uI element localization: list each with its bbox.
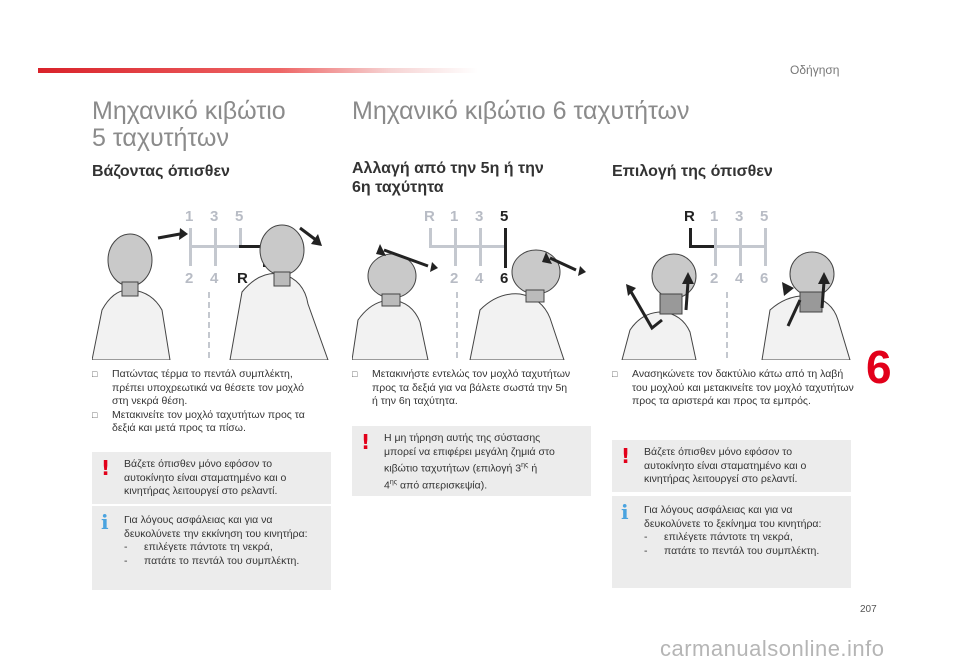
gear-knob-drawing — [92, 200, 332, 360]
middle-gear-illustration — [352, 200, 592, 360]
right-info-box: i Για λόγους ασφάλειας και για να δευκολύνετε το ξεκίνημα του κινητήρα: - επιλέγετε πάντοτε τη νεκρά, - πατάτε το πεντάλ του συμπλέκτη. — [612, 496, 851, 588]
right-gear-illustration — [612, 200, 852, 360]
gear-label-active: 5 — [500, 208, 509, 225]
left-title — [92, 98, 286, 152]
gear-knob-drawing — [352, 200, 592, 360]
gear-label: 3 — [475, 208, 484, 225]
list-item: □ Πατώντας τέρμα το πεντάλ συμπλέκτη, πρέπει υποχρεωτικά να θέσετε τον μοχλό στη νεκρά θέση. — [92, 368, 304, 407]
gear-label: 6 — [760, 270, 769, 287]
gear-label: 4 — [210, 270, 219, 287]
left-title-line1: Μηχανικό κιβώτιο — [92, 97, 286, 125]
middle-title: Μηχανικό κιβώτιο 6 ταχυτήτων — [352, 97, 690, 125]
list-item: - επιλέγετε πάντοτε τη νεκρά, — [644, 531, 793, 543]
gear-label: 1 — [710, 208, 719, 225]
square-bullet-icon: □ — [92, 369, 98, 379]
chapter-number: 6 — [866, 341, 892, 393]
gear-knob-drawing — [612, 200, 852, 360]
left-gear-illustration — [92, 200, 332, 360]
square-bullet-icon: □ — [92, 409, 98, 420]
square-bullet-icon: □ — [352, 369, 358, 379]
section-title: Οδήγηση — [790, 63, 840, 77]
left-info-box: i Για λόγους ασφάλειας και για να δευκολύνετε την εκκίνηση του κινητήρα: - επιλέγετε πάντοτε τη νεκρά, - πατάτε το πεντάλ του συμπλέκτη. — [92, 506, 331, 590]
left-instructions — [92, 368, 332, 436]
list-item: - πατάτε το πεντάλ του συμπλέκτη. — [124, 554, 300, 567]
gear-label: 1 — [450, 208, 459, 225]
square-bullet-icon: □ — [612, 369, 618, 379]
gear-label: 3 — [735, 208, 744, 225]
list-item: □ Ανασηκώνετε τον δακτύλιο κάτω από τη λαβή του μοχλού και μετακινείτε τον μοχλό ταχυτήτων προς τα αριστερά και προς τα εμπρός. — [612, 368, 854, 407]
gear-label: 2 — [185, 270, 194, 287]
right-subtitle: Επιλογή της όπισθεν — [612, 163, 773, 180]
watermark-footer: carmanualsonline.info — [660, 636, 885, 661]
gear-label: 4 — [475, 270, 484, 287]
gear-label-active: 6 — [500, 270, 509, 287]
middle-warning-box: ! Η μη τήρηση αυτής της σύστασης μπορεί να επιφέρει μεγάλη ζημιά στο κιβώτιο ταχυτήτων (επιλογή $3^{\eta\varsigma}$ ή $4^{\eta\varsigma}$ από απερισκεψία). — [352, 426, 591, 496]
gear-label: 2 — [450, 270, 459, 287]
gear-label: 4 — [735, 270, 744, 287]
middle-subtitle: Αλλαγή από την 5η ή την 6η ταχύτητα — [352, 160, 544, 196]
header-accent-bar — [38, 68, 478, 73]
exclamation-icon: ! — [361, 430, 371, 454]
list-item: - πατάτε το πεντάλ του συμπλέκτη. — [644, 544, 820, 557]
list-item: □ Μετακινείτε τον μοχλό ταχυτήτων προς τα δεξιά και μετά προς τα πίσω. — [92, 408, 305, 434]
list-item: - επιλέγετε πάντοτε τη νεκρά, — [124, 541, 273, 553]
info-icon: i — [101, 510, 109, 534]
gear-label: 1 — [185, 208, 194, 225]
gear-label: 3 — [210, 208, 219, 225]
page-number: 207 — [860, 604, 877, 615]
right-warning-box: ! Βάζετε όπισθεν μόνο εφόσον το αυτοκίνητο είναι σταματημένο και ο κινητήρας λειτουργεί στο ρελαντί. — [612, 440, 851, 492]
list-item: □ Μετακινήστε εντελώς τον μοχλό ταχυτήτων προς τα δεξιά για να βάλετε σωστά την 5η ή την 6η ταχύτητα. — [352, 368, 571, 407]
gear-label-active: R — [237, 270, 248, 287]
exclamation-icon: ! — [101, 456, 111, 480]
gear-label: 2 — [710, 270, 719, 287]
gear-label-active: R — [684, 208, 695, 225]
middle-instructions — [352, 368, 592, 409]
left-title-line2: 5 ταχυτήτων — [92, 124, 229, 152]
left-subtitle: Βάζοντας όπισθεν — [92, 163, 230, 180]
gear-label: 5 — [760, 208, 769, 225]
gear-label: 5 — [235, 208, 244, 225]
exclamation-icon: ! — [621, 444, 631, 468]
info-icon: i — [621, 500, 629, 524]
right-instructions — [612, 368, 857, 409]
left-warning-box: ! Βάζετε όπισθεν μόνο εφόσον το αυτοκίνητο είναι σταματημένο και ο κινητήρας λειτουργεί στο ρελαντί. — [92, 452, 331, 504]
gear-label: R — [424, 208, 435, 225]
